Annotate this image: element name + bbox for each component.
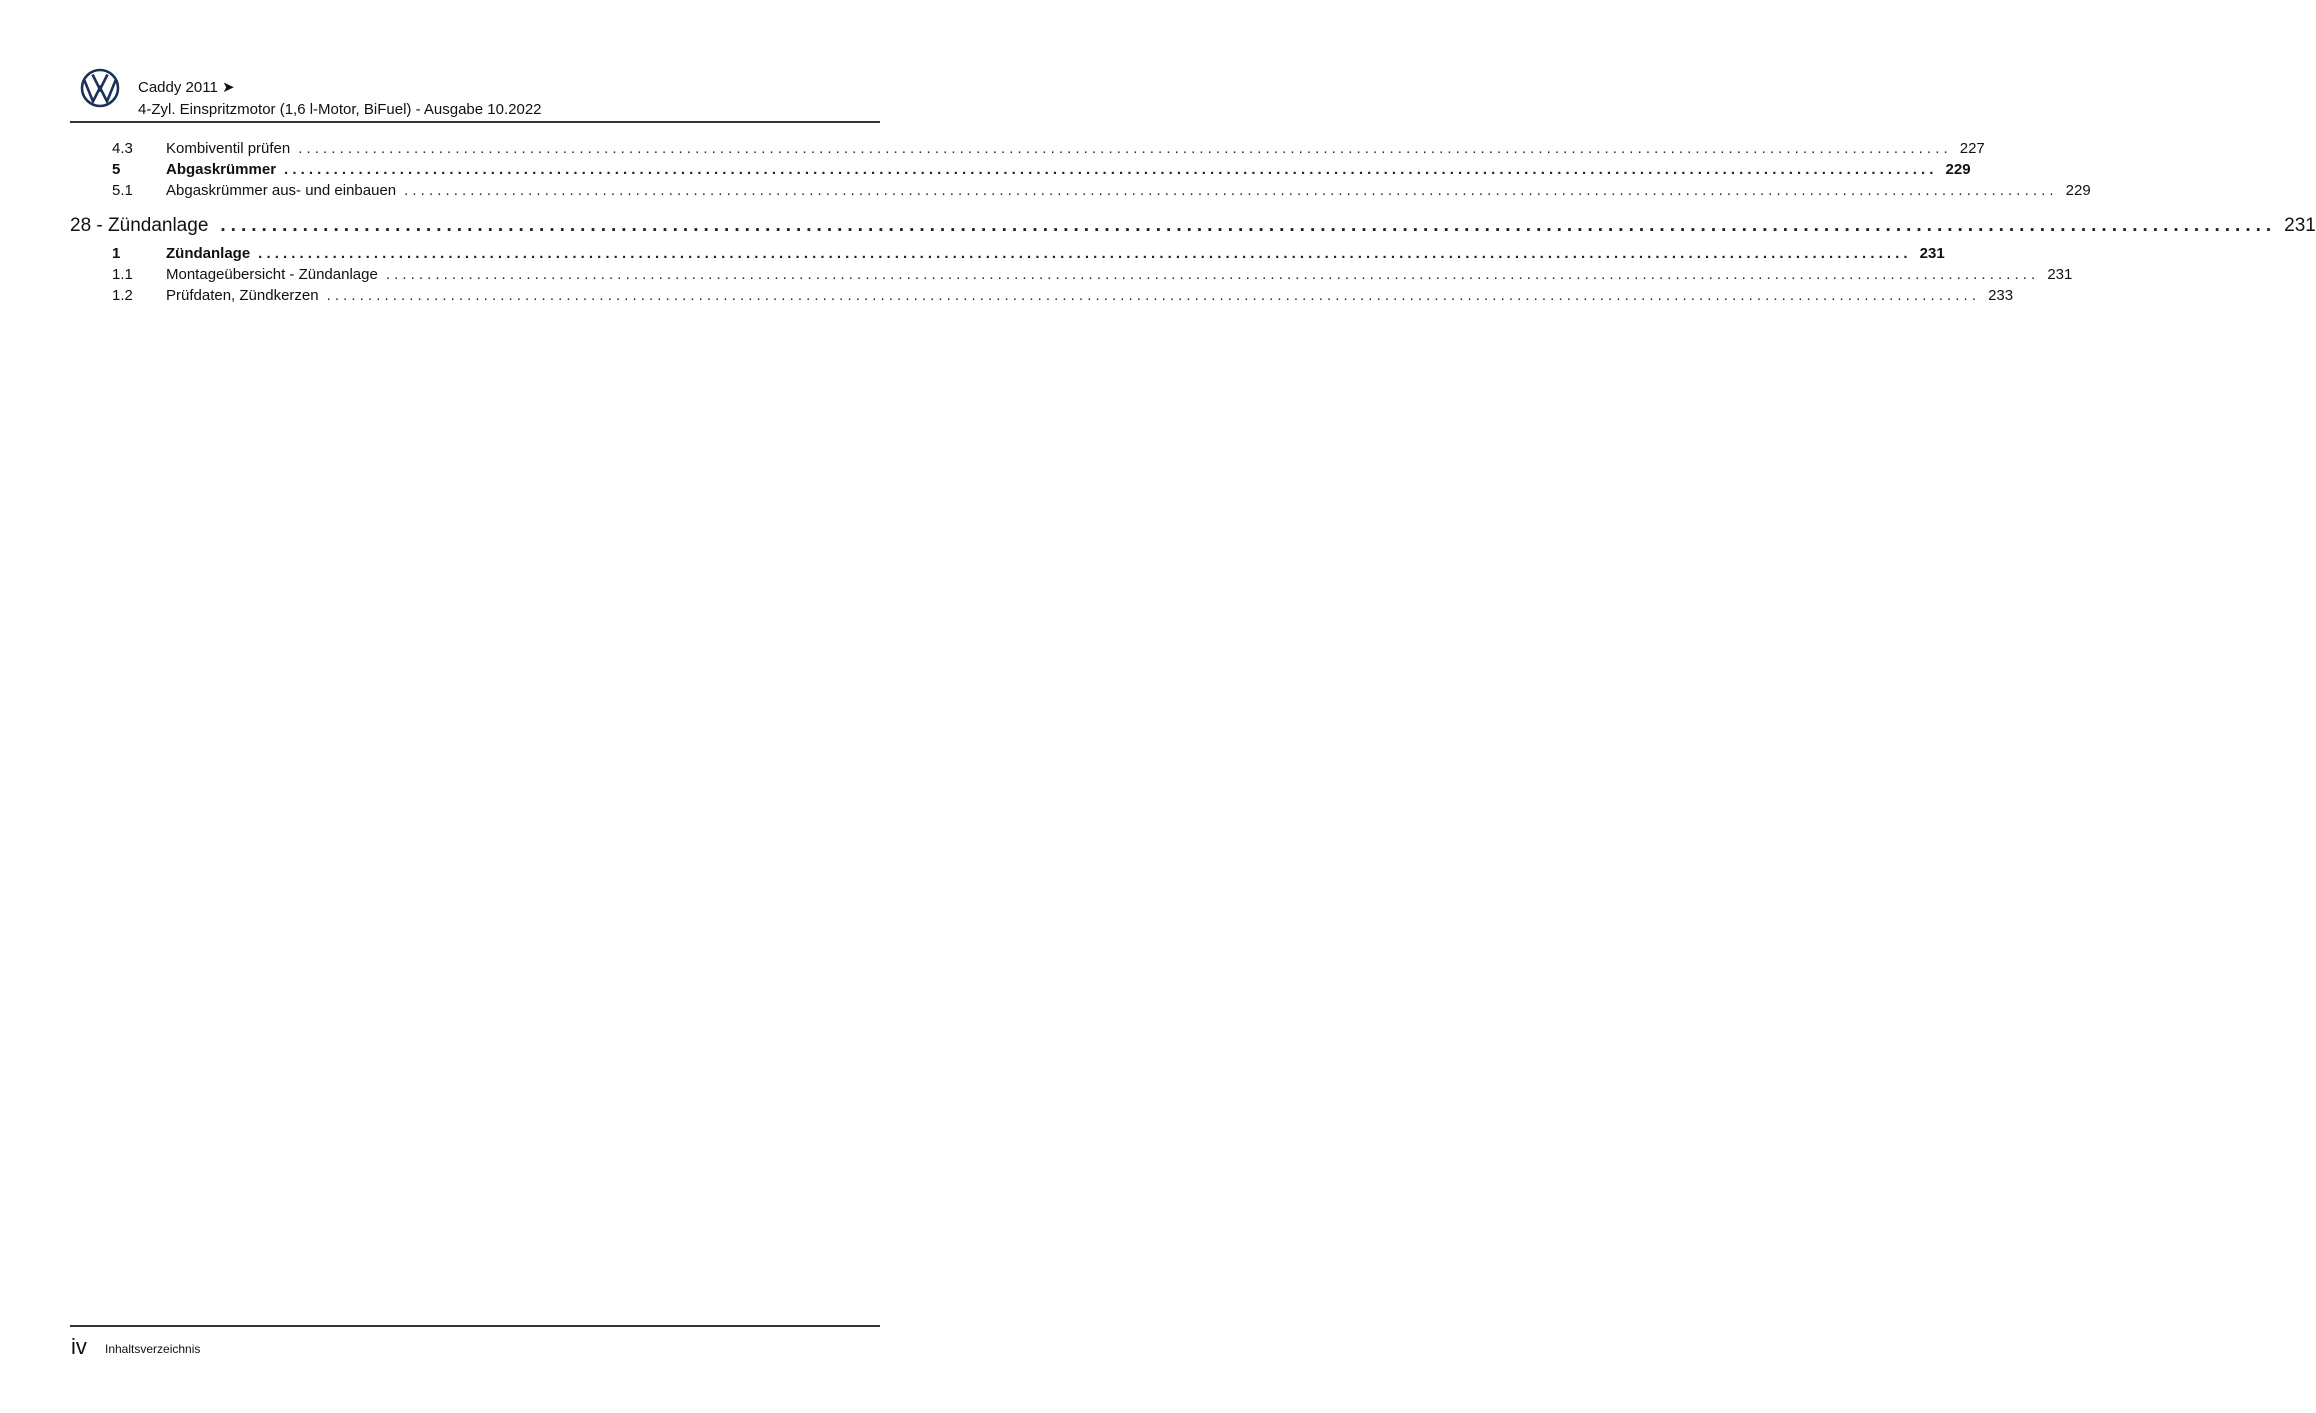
toc-entry-title: Abgaskrümmer [166,161,277,178]
toc-dot-leader: ........................................................................................................................................................................................................ [298,140,1952,157]
toc-chapter-title: 28 - Zündanlage [70,215,209,236]
toc-entry-page: 227 [1959,140,1985,157]
page-header [80,66,880,124]
footer-section-label: Inhaltsverzeichnis [105,1342,201,1356]
toc-dot-leader: ........................................................................................................................................................................................................ [220,215,2277,236]
vw-logo-icon [80,68,120,108]
toc-entry-page: 231 [2047,266,2073,283]
toc-entry[interactable] [70,159,1971,180]
header-subtitle: 4-Zyl. Einspritzmotor (1,6 l-Motor, BiFuel) - Ausgabe 10.2022 [138,101,542,118]
toc-entry-title: Montageübersicht - Zündanlage [166,266,378,283]
toc-entry[interactable] [70,285,2014,306]
toc-entry-number: 1.1 [112,266,133,283]
toc-entry-page: 229 [2065,182,2091,199]
toc-entry-page: 229 [1945,161,1971,178]
toc-entry-number: 5 [112,161,121,178]
header-model: Caddy 2011 ➤ [138,79,235,96]
toc-entry[interactable] [70,243,1945,264]
toc-entry-number: 4.3 [112,140,133,157]
toc-entry-title: Zündanlage [166,245,251,262]
table-of-contents [70,138,2316,306]
toc-dot-leader: ........................................................................................................................................................................................................ [385,266,2040,283]
toc-entry-number: 1 [112,245,121,262]
toc-entry-title: Kombiventil prüfen [166,140,291,157]
toc-entry[interactable] [70,180,2091,201]
toc-entry-page: 231 [1919,245,1945,262]
toc-chapter-entry[interactable] [70,209,2316,243]
header-divider [70,121,880,123]
toc-entry-title: Prüfdaten, Zündkerzen [166,287,319,304]
toc-dot-leader: ........................................................................................................................................................................................................ [326,287,1981,304]
footer-page-number: iv [71,1334,87,1359]
toc-dot-leader: ........................................................................................................................................................................................................ [258,245,1912,262]
toc-entry[interactable] [70,138,1985,159]
toc-entry-title: Abgaskrümmer aus- und einbauen [166,182,397,199]
toc-chapter-page: 231 [2284,215,2316,236]
toc-entry-number: 1.2 [112,287,133,304]
toc-entry-page: 233 [1988,287,2014,304]
toc-dot-leader: ........................................................................................................................................................................................................ [284,161,1938,178]
toc-entry[interactable] [70,264,2073,285]
toc-entry-number: 5.1 [112,182,133,199]
footer-divider [70,1325,880,1327]
toc-dot-leader: ........................................................................................................................................................................................................ [404,182,2058,199]
